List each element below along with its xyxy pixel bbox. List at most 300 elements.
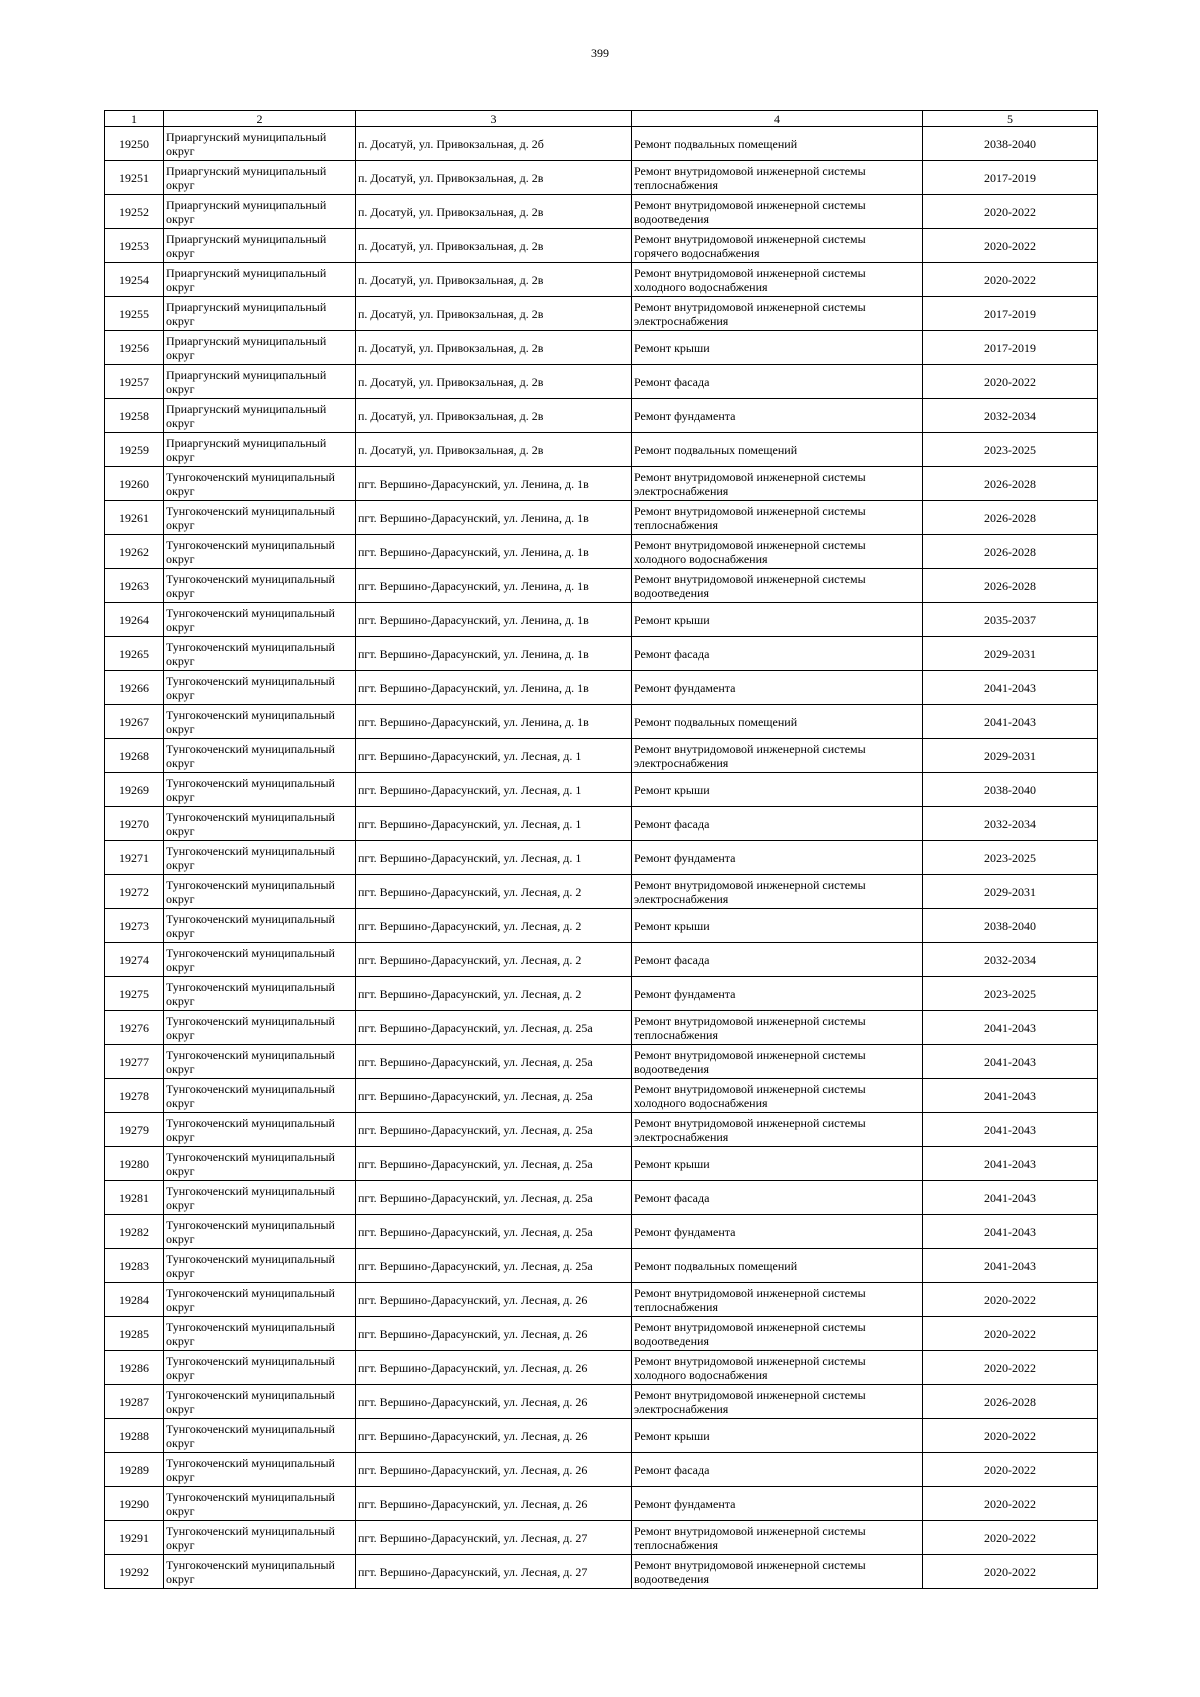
- district-text-line: Тунгокоченский муниципальный: [166, 1013, 335, 1028]
- table-row: [105, 1011, 1098, 1045]
- work-type-text-line: теплоснабжения: [634, 1299, 718, 1314]
- row-number-cell: 19252: [105, 195, 164, 229]
- row-number-cell: 19259: [105, 433, 164, 467]
- work-type-cell: [632, 569, 923, 603]
- work-type-text-line: Ремонт внутридомовой инженерной системы: [634, 1115, 866, 1130]
- district-cell: [164, 1079, 356, 1113]
- address-cell: п. Досатуй, ул. Привокзальная, д. 2в: [356, 399, 632, 433]
- work-type-text-line: Ремонт крыши: [634, 918, 710, 933]
- district-cell: [164, 875, 356, 909]
- district-text-line: Тунгокоченский муниципальный: [166, 843, 335, 858]
- address-cell: пгт. Вершино-Дарасунский, ул. Ленина, д. 1в: [356, 671, 632, 705]
- period-cell: 2041-2043: [923, 1181, 1098, 1215]
- work-type-text-line: Ремонт фасада: [634, 816, 710, 831]
- period-cell: 2032-2034: [923, 807, 1098, 841]
- work-type-cell: [632, 161, 923, 195]
- work-type-text-line: Ремонт внутридомовой инженерной системы: [634, 1557, 866, 1572]
- period-cell: 2023-2025: [923, 977, 1098, 1011]
- row-number-cell: 19276: [105, 1011, 164, 1045]
- work-type-cell: [632, 501, 923, 535]
- table-row: [105, 1113, 1098, 1147]
- period-cell: 2029-2031: [923, 637, 1098, 671]
- address-cell: пгт. Вершино-Дарасунский, ул. Лесная, д. 2: [356, 943, 632, 977]
- district-cell: [164, 297, 356, 331]
- period-cell: 2038-2040: [923, 127, 1098, 161]
- table-row: [105, 1283, 1098, 1317]
- district-text-line: Тунгокоченский муниципальный: [166, 1387, 335, 1402]
- table-row: [105, 807, 1098, 841]
- address-cell: пгт. Вершино-Дарасунский, ул. Лесная, д. 25а: [356, 1045, 632, 1079]
- period-cell: 2041-2043: [923, 671, 1098, 705]
- district-text-line: Тунгокоченский муниципальный: [166, 1217, 335, 1232]
- table-row: [105, 1317, 1098, 1351]
- row-number-cell: 19263: [105, 569, 164, 603]
- district-text-line: Тунгокоченский муниципальный: [166, 1557, 335, 1572]
- district-text-line: округ: [166, 551, 195, 566]
- table-row: [105, 535, 1098, 569]
- district-text-line: округ: [166, 313, 195, 328]
- district-text-line: округ: [166, 857, 195, 872]
- district-text-line: Тунгокоченский муниципальный: [166, 775, 335, 790]
- address-cell: пгт. Вершино-Дарасунский, ул. Лесная, д. 26: [356, 1283, 632, 1317]
- district-text-line: Тунгокоченский муниципальный: [166, 537, 335, 552]
- district-text-line: округ: [166, 959, 195, 974]
- period-cell: 2029-2031: [923, 875, 1098, 909]
- district-text-line: округ: [166, 891, 195, 906]
- work-type-text-line: холодного водоснабжения: [634, 551, 768, 566]
- row-number-cell: 19256: [105, 331, 164, 365]
- work-type-cell: [632, 977, 923, 1011]
- work-type-text-line: Ремонт фасада: [634, 646, 710, 661]
- row-number-cell: 19267: [105, 705, 164, 739]
- work-type-text-line: Ремонт внутридомовой инженерной системы: [634, 163, 866, 178]
- work-type-cell: [632, 1045, 923, 1079]
- district-cell: [164, 1215, 356, 1249]
- table-row: [105, 1181, 1098, 1215]
- district-text-line: округ: [166, 449, 195, 464]
- district-text-line: Тунгокоченский муниципальный: [166, 1285, 335, 1300]
- work-type-text-line: Ремонт внутридомовой инженерной системы: [634, 299, 866, 314]
- work-type-text-line: Ремонт фасада: [634, 1190, 710, 1205]
- row-number-cell: 19250: [105, 127, 164, 161]
- district-cell: [164, 1249, 356, 1283]
- address-cell: пгт. Вершино-Дарасунский, ул. Лесная, д. 25а: [356, 1079, 632, 1113]
- work-type-text-line: Ремонт внутридомовой инженерной системы: [634, 537, 866, 552]
- work-type-text-line: Ремонт фасада: [634, 374, 710, 389]
- row-number-cell: 19278: [105, 1079, 164, 1113]
- district-cell: [164, 977, 356, 1011]
- work-type-cell: [632, 671, 923, 705]
- district-text-line: округ: [166, 823, 195, 838]
- district-text-line: Приаргунский муниципальный: [166, 299, 327, 314]
- period-cell: 2020-2022: [923, 1351, 1098, 1385]
- table-row: [105, 1045, 1098, 1079]
- table-row: [105, 739, 1098, 773]
- address-cell: пгт. Вершино-Дарасунский, ул. Ленина, д. 1в: [356, 467, 632, 501]
- district-text-line: Тунгокоченский муниципальный: [166, 1251, 335, 1266]
- work-type-text-line: электроснабжения: [634, 1129, 729, 1144]
- address-cell: пгт. Вершино-Дарасунский, ул. Лесная, д. 25а: [356, 1011, 632, 1045]
- period-cell: 2020-2022: [923, 229, 1098, 263]
- row-number-cell: 19254: [105, 263, 164, 297]
- address-cell: пгт. Вершино-Дарасунский, ул. Лесная, д. 1: [356, 807, 632, 841]
- table-row: [105, 1385, 1098, 1419]
- district-text-line: округ: [166, 1163, 195, 1178]
- district-text-line: округ: [166, 653, 195, 668]
- work-type-text-line: Ремонт подвальных помещений: [634, 442, 798, 457]
- row-number-cell: 19282: [105, 1215, 164, 1249]
- work-type-cell: [632, 875, 923, 909]
- district-text-line: Тунгокоченский муниципальный: [166, 1115, 335, 1130]
- table-row: [105, 637, 1098, 671]
- work-type-text-line: Ремонт подвальных помещений: [634, 1258, 798, 1273]
- district-text-line: округ: [166, 245, 195, 260]
- work-type-text-line: Ремонт крыши: [634, 612, 710, 627]
- table-row: [105, 263, 1098, 297]
- work-type-text-line: теплоснабжения: [634, 177, 718, 192]
- table-row: [105, 1249, 1098, 1283]
- district-cell: [164, 1351, 356, 1385]
- period-cell: 2020-2022: [923, 365, 1098, 399]
- work-type-text-line: Ремонт фундамента: [634, 986, 736, 1001]
- district-text-line: Приаргунский муниципальный: [166, 333, 327, 348]
- district-cell: [164, 1113, 356, 1147]
- district-text-line: Тунгокоченский муниципальный: [166, 979, 335, 994]
- row-number-cell: 19265: [105, 637, 164, 671]
- address-cell: п. Досатуй, ул. Привокзальная, д. 2в: [356, 161, 632, 195]
- row-number-cell: 19257: [105, 365, 164, 399]
- row-number-cell: 19269: [105, 773, 164, 807]
- work-type-text-line: Ремонт фасада: [634, 1462, 710, 1477]
- address-cell: пгт. Вершино-Дарасунский, ул. Ленина, д. 1в: [356, 501, 632, 535]
- district-text-line: Тунгокоченский муниципальный: [166, 571, 335, 586]
- work-type-text-line: электроснабжения: [634, 483, 729, 498]
- work-type-cell: [632, 739, 923, 773]
- work-type-cell: [632, 1487, 923, 1521]
- district-cell: [164, 161, 356, 195]
- row-number-cell: 19288: [105, 1419, 164, 1453]
- table-row: [105, 1521, 1098, 1555]
- address-cell: пгт. Вершино-Дарасунский, ул. Лесная, д. 25а: [356, 1215, 632, 1249]
- address-cell: пгт. Вершино-Дарасунский, ул. Лесная, д. 26: [356, 1487, 632, 1521]
- period-cell: 2041-2043: [923, 1045, 1098, 1079]
- district-text-line: округ: [166, 789, 195, 804]
- address-cell: пгт. Вершино-Дарасунский, ул. Лесная, д. 25а: [356, 1181, 632, 1215]
- period-cell: 2023-2025: [923, 433, 1098, 467]
- row-number-cell: 19290: [105, 1487, 164, 1521]
- district-cell: [164, 229, 356, 263]
- district-text-line: Приаргунский муниципальный: [166, 129, 327, 144]
- address-cell: п. Досатуй, ул. Привокзальная, д. 2в: [356, 195, 632, 229]
- address-cell: пгт. Вершино-Дарасунский, ул. Лесная, д. 1: [356, 739, 632, 773]
- address-cell: пгт. Вершино-Дарасунский, ул. Лесная, д. 26: [356, 1453, 632, 1487]
- row-number-cell: 19289: [105, 1453, 164, 1487]
- district-text-line: округ: [166, 1265, 195, 1280]
- work-type-cell: [632, 909, 923, 943]
- row-number-cell: 19258: [105, 399, 164, 433]
- table-row: [105, 161, 1098, 195]
- work-type-text-line: Ремонт фундамента: [634, 1496, 736, 1511]
- district-text-line: округ: [166, 1061, 195, 1076]
- period-cell: 2020-2022: [923, 1283, 1098, 1317]
- row-number-cell: 19272: [105, 875, 164, 909]
- work-type-text-line: водоотведения: [634, 585, 709, 600]
- work-type-cell: [632, 637, 923, 671]
- table-row: [105, 297, 1098, 331]
- address-cell: п. Досатуй, ул. Привокзальная, д. 2в: [356, 263, 632, 297]
- district-text-line: Тунгокоченский муниципальный: [166, 707, 335, 722]
- district-text-line: Приаргунский муниципальный: [166, 197, 327, 212]
- work-type-cell: [632, 399, 923, 433]
- address-cell: пгт. Вершино-Дарасунский, ул. Лесная, д. 2: [356, 977, 632, 1011]
- work-type-text-line: Ремонт фундамента: [634, 408, 736, 423]
- row-number-cell: 19253: [105, 229, 164, 263]
- address-cell: пгт. Вершино-Дарасунский, ул. Лесная, д. 25а: [356, 1147, 632, 1181]
- work-type-text-line: Ремонт подвальных помещений: [634, 714, 798, 729]
- header-col-1: 1: [105, 111, 164, 127]
- address-cell: пгт. Вершино-Дарасунский, ул. Лесная, д. 2: [356, 875, 632, 909]
- table-row: [105, 671, 1098, 705]
- work-type-cell: [632, 535, 923, 569]
- period-cell: 2020-2022: [923, 1521, 1098, 1555]
- district-cell: [164, 569, 356, 603]
- address-cell: пгт. Вершино-Дарасунский, ул. Лесная, д. 27: [356, 1555, 632, 1589]
- district-text-line: округ: [166, 347, 195, 362]
- work-type-text-line: Ремонт внутридомовой инженерной системы: [634, 1047, 866, 1062]
- district-text-line: Тунгокоченский муниципальный: [166, 469, 335, 484]
- table-row: [105, 1079, 1098, 1113]
- table-row: [105, 1147, 1098, 1181]
- address-cell: пгт. Вершино-Дарасунский, ул. Ленина, д. 1в: [356, 535, 632, 569]
- district-cell: [164, 1181, 356, 1215]
- table-row: [105, 229, 1098, 263]
- table-row: [105, 875, 1098, 909]
- table-row: [105, 501, 1098, 535]
- period-cell: 2041-2043: [923, 1249, 1098, 1283]
- period-cell: 2032-2034: [923, 399, 1098, 433]
- work-type-cell: [632, 195, 923, 229]
- district-cell: [164, 1045, 356, 1079]
- table-row: [105, 603, 1098, 637]
- period-cell: 2020-2022: [923, 1419, 1098, 1453]
- district-text-line: Тунгокоченский муниципальный: [166, 639, 335, 654]
- district-cell: [164, 331, 356, 365]
- row-number-cell: 19277: [105, 1045, 164, 1079]
- district-text-line: Тунгокоченский муниципальный: [166, 1421, 335, 1436]
- address-cell: пгт. Вершино-Дарасунский, ул. Ленина, д. 1в: [356, 705, 632, 739]
- work-type-text-line: холодного водоснабжения: [634, 1367, 768, 1382]
- district-text-line: округ: [166, 1469, 195, 1484]
- period-cell: 2038-2040: [923, 909, 1098, 943]
- district-cell: [164, 1453, 356, 1487]
- period-cell: 2035-2037: [923, 603, 1098, 637]
- district-text-line: Приаргунский муниципальный: [166, 163, 327, 178]
- district-text-line: Тунгокоченский муниципальный: [166, 1149, 335, 1164]
- row-number-cell: 19268: [105, 739, 164, 773]
- row-number-cell: 19271: [105, 841, 164, 875]
- row-number-cell: 19280: [105, 1147, 164, 1181]
- work-type-cell: [632, 1555, 923, 1589]
- address-cell: пгт. Вершино-Дарасунский, ул. Лесная, д. 26: [356, 1385, 632, 1419]
- row-number-cell: 19274: [105, 943, 164, 977]
- district-text-line: округ: [166, 1027, 195, 1042]
- table-row: [105, 1555, 1098, 1589]
- address-cell: п. Досатуй, ул. Привокзальная, д. 2б: [356, 127, 632, 161]
- work-type-text-line: водоотведения: [634, 211, 709, 226]
- row-number-cell: 19284: [105, 1283, 164, 1317]
- district-text-line: округ: [166, 1367, 195, 1382]
- period-cell: 2020-2022: [923, 1555, 1098, 1589]
- period-cell: 2026-2028: [923, 569, 1098, 603]
- district-cell: [164, 195, 356, 229]
- work-type-text-line: холодного водоснабжения: [634, 279, 768, 294]
- work-type-cell: [632, 807, 923, 841]
- period-cell: 2017-2019: [923, 161, 1098, 195]
- period-cell: 2041-2043: [923, 705, 1098, 739]
- work-type-text-line: Ремонт внутридомовой инженерной системы: [634, 1285, 866, 1300]
- table-row: [105, 909, 1098, 943]
- work-type-cell: [632, 943, 923, 977]
- district-text-line: Тунгокоченский муниципальный: [166, 945, 335, 960]
- district-text-line: Тунгокоченский муниципальный: [166, 1353, 335, 1368]
- row-number-cell: 19292: [105, 1555, 164, 1589]
- district-cell: [164, 467, 356, 501]
- work-type-text-line: Ремонт подвальных помещений: [634, 136, 798, 151]
- work-type-text-line: электроснабжения: [634, 891, 729, 906]
- work-type-text-line: Ремонт крыши: [634, 1428, 710, 1443]
- work-type-text-line: Ремонт крыши: [634, 340, 710, 355]
- table-row: [105, 127, 1098, 161]
- district-text-line: округ: [166, 517, 195, 532]
- period-cell: 2041-2043: [923, 1079, 1098, 1113]
- address-cell: п. Досатуй, ул. Привокзальная, д. 2в: [356, 331, 632, 365]
- table-row: [105, 569, 1098, 603]
- work-type-cell: [632, 1181, 923, 1215]
- district-cell: [164, 127, 356, 161]
- table-row: [105, 1487, 1098, 1521]
- district-text-line: округ: [166, 1571, 195, 1586]
- header-col-5: 5: [923, 111, 1098, 127]
- work-type-cell: [632, 1215, 923, 1249]
- district-text-line: округ: [166, 143, 195, 158]
- work-type-text-line: Ремонт внутридомовой инженерной системы: [634, 469, 866, 484]
- work-type-cell: [632, 1147, 923, 1181]
- period-cell: 2020-2022: [923, 195, 1098, 229]
- district-text-line: Приаргунский муниципальный: [166, 401, 327, 416]
- period-cell: 2041-2043: [923, 1215, 1098, 1249]
- work-type-text-line: Ремонт фасада: [634, 952, 710, 967]
- district-text-line: Приаргунский муниципальный: [166, 265, 327, 280]
- work-type-cell: [632, 603, 923, 637]
- work-type-text-line: Ремонт внутридомовой инженерной системы: [634, 741, 866, 756]
- address-cell: пгт. Вершино-Дарасунский, ул. Лесная, д. 1: [356, 773, 632, 807]
- district-cell: [164, 1521, 356, 1555]
- district-text-line: Тунгокоченский муниципальный: [166, 1081, 335, 1096]
- district-text-line: Тунгокоченский муниципальный: [166, 1319, 335, 1334]
- table-row: [105, 977, 1098, 1011]
- work-type-text-line: водоотведения: [634, 1333, 709, 1348]
- header-col-2: 2: [164, 111, 356, 127]
- work-type-cell: [632, 1079, 923, 1113]
- period-cell: 2032-2034: [923, 943, 1098, 977]
- district-text-line: Приаргунский муниципальный: [166, 231, 327, 246]
- work-type-text-line: Ремонт фундамента: [634, 850, 736, 865]
- district-text-line: округ: [166, 381, 195, 396]
- district-text-line: округ: [166, 415, 195, 430]
- period-cell: 2038-2040: [923, 773, 1098, 807]
- work-type-text-line: Ремонт внутридомовой инженерной системы: [634, 1081, 866, 1096]
- district-text-line: Тунгокоченский муниципальный: [166, 1489, 335, 1504]
- district-text-line: округ: [166, 279, 195, 294]
- work-type-text-line: Ремонт внутридомовой инженерной системы: [634, 231, 866, 246]
- work-type-text-line: Ремонт внутридомовой инженерной системы: [634, 503, 866, 518]
- district-cell: [164, 1317, 356, 1351]
- address-cell: п. Досатуй, ул. Привокзальная, д. 2в: [356, 229, 632, 263]
- district-text-line: округ: [166, 1503, 195, 1518]
- work-type-cell: [632, 229, 923, 263]
- work-type-cell: [632, 1317, 923, 1351]
- district-cell: [164, 705, 356, 739]
- work-type-cell: [632, 467, 923, 501]
- district-cell: [164, 1419, 356, 1453]
- table-row: [105, 399, 1098, 433]
- district-text-line: округ: [166, 619, 195, 634]
- period-cell: 2041-2043: [923, 1147, 1098, 1181]
- district-cell: [164, 1011, 356, 1045]
- district-cell: [164, 1283, 356, 1317]
- address-cell: пгт. Вершино-Дарасунский, ул. Лесная, д. 27: [356, 1521, 632, 1555]
- district-text-line: Тунгокоченский муниципальный: [166, 673, 335, 688]
- row-number-cell: 19285: [105, 1317, 164, 1351]
- work-type-cell: [632, 297, 923, 331]
- district-text-line: Тунгокоченский муниципальный: [166, 1183, 335, 1198]
- repair-schedule-table: [104, 110, 1098, 1589]
- row-number-cell: 19262: [105, 535, 164, 569]
- district-text-line: Тунгокоченский муниципальный: [166, 809, 335, 824]
- row-number-cell: 19279: [105, 1113, 164, 1147]
- work-type-cell: [632, 1453, 923, 1487]
- district-cell: [164, 807, 356, 841]
- district-cell: [164, 399, 356, 433]
- district-text-line: Тунгокоченский муниципальный: [166, 1047, 335, 1062]
- period-cell: 2041-2043: [923, 1113, 1098, 1147]
- district-text-line: округ: [166, 687, 195, 702]
- period-cell: 2017-2019: [923, 297, 1098, 331]
- work-type-text-line: электроснабжения: [634, 1401, 729, 1416]
- district-cell: [164, 909, 356, 943]
- district-text-line: округ: [166, 1129, 195, 1144]
- work-type-text-line: водоотведения: [634, 1061, 709, 1076]
- table-row: [105, 433, 1098, 467]
- row-number-cell: 19255: [105, 297, 164, 331]
- district-text-line: округ: [166, 1299, 195, 1314]
- address-cell: пгт. Вершино-Дарасунский, ул. Лесная, д. 26: [356, 1317, 632, 1351]
- work-type-cell: [632, 331, 923, 365]
- district-text-line: Тунгокоченский муниципальный: [166, 605, 335, 620]
- row-number-cell: 19251: [105, 161, 164, 195]
- district-text-line: округ: [166, 585, 195, 600]
- district-cell: [164, 671, 356, 705]
- district-text-line: округ: [166, 1231, 195, 1246]
- work-type-cell: [632, 1011, 923, 1045]
- work-type-text-line: Ремонт внутридомовой инженерной системы: [634, 1013, 866, 1028]
- district-cell: [164, 1487, 356, 1521]
- district-text-line: округ: [166, 177, 195, 192]
- district-cell: [164, 739, 356, 773]
- work-type-text-line: электроснабжения: [634, 755, 729, 770]
- period-cell: 2026-2028: [923, 501, 1098, 535]
- table-row: [105, 365, 1098, 399]
